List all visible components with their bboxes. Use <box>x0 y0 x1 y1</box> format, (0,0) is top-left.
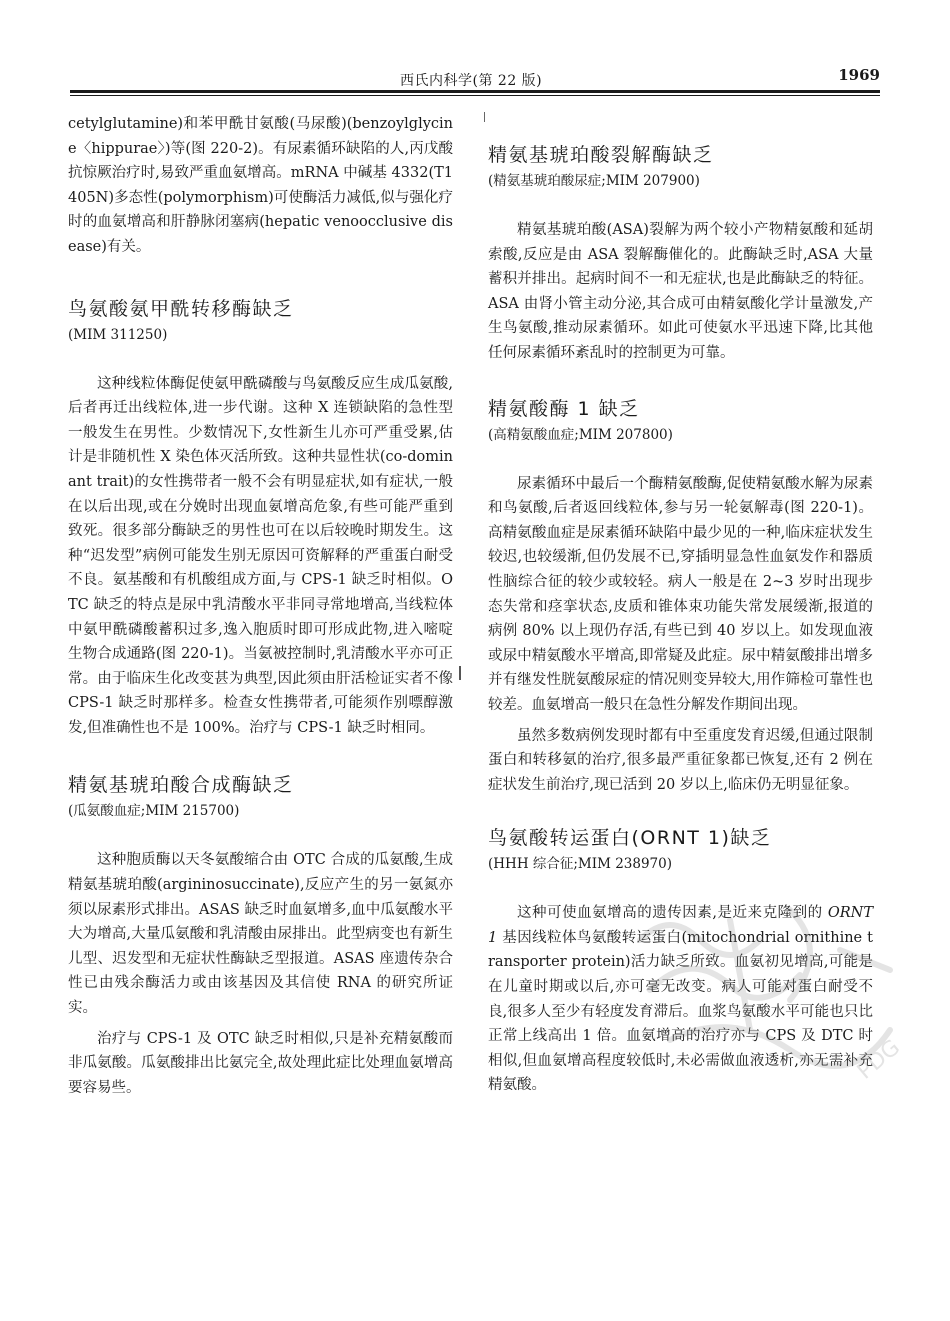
paragraph-otc: 这种线粒体酶促使氨甲酰磷酸与鸟氨酸反应生成瓜氨酸,后者再迁出线粒体,进一步代谢。这种 X 连锁缺陷的急性型一般发生在男性。少数情况下,女性新生儿亦可严重受累,估计是非随机性 X 染色体灭活所致。这种共显性状(co-dominant trait)的女性携带者一般不会有明显症状,如有症状,一般在以后出现,或在分娩时出现血氨增高危象,有些可能严重到致死。很多部分酶缺乏的男性也可在以后较晚时期发生。这种“迟发型”病例可能发生别无原因可资解释的严重蛋白耐受不良。氨基酸和有机酸组成方面,与 CPS-1 缺乏时相似。OTC 缺乏的特点是尿中乳清酸水平非同寻常地增高,当线粒体中氨甲酰磷酸蓄积过多,逸入胞质时即可形成此物,进入嘧啶生物合成通路(图 220-1)。当氨被控制时,乳清酸水平亦可正常。由于临床生化改变甚为典型,因此须由肝活检证实者不像 CPS-1 缺乏时那样多。检查女性携带者,可能须作别嘌醇激发,但准确性也不是 100%。治疗与 CPS-1 缺乏时相同。 <box>68 375 453 736</box>
watermark-text: PDG <box>852 1035 906 1085</box>
running-head: 西氏内科学(第 22 版) <box>400 73 543 89</box>
section-title-otc: 鸟氨酸氨甲酰转移酶缺乏 <box>68 297 294 320</box>
section-subtitle-asas: (瓜氨酸血症;MIM 215700) <box>68 803 240 820</box>
section-subtitle-asl: (精氨基琥珀酸尿症;MIM 207900) <box>488 173 700 189</box>
paragraph-asl: 精氨基琥珀酸(ASA)裂解为两个较小产物精氨酸和延胡索酸,反应是由 ASA 裂解酶催化的。此酶缺乏时,ASA 大量蓄积并排出。起病时间不一和无症状,也是此酶缺乏的特征。ASA 由肾小管主动分泌,其合成可由精氨酸化学计量激发,产生鸟氨酸,推动尿素循环。如此可使氨水平迅速下降,比其他任何尿素循环紊乱时的控制更为可靠。 <box>488 222 873 361</box>
continued-paragraph: cetylglutamine)和苯甲酰甘氨酸(马尿酸)(benzoylglycine〈hippurae〉)等(图 220-2)。有尿素循环缺陷的人,丙戊酸抗惊厥治疗时,易致严重血氨增高。mRNA 中碱基 4332(T1405N)多态性(polymorphism)可使酶活力减低,似与强化疗时的血氨增高和肝静脉闭塞病(hepatic venoocclusive disease)有关。 <box>68 116 453 255</box>
page-number: 1969 <box>838 66 880 84</box>
section-subtitle-ornt1: (HHH 综合征;MIM 238970) <box>488 856 672 873</box>
header-rule-thin <box>70 95 880 96</box>
paragraph-ornt1-text-a: 这种可使血氨增高的遗传因素,是近来克隆到的 <box>517 905 828 922</box>
left-column <box>68 112 453 1100</box>
paragraph-arg1-2: 虽然多数病例发现时都有中至重度发育迟缓,但通过限制蛋白和转移氨的治疗,很多最严重征象都已恢复,还有 2 例在症状发生前治疗,现已活到 20 岁以上,临床仍无明显征象。 <box>488 727 873 793</box>
section-title-ornt1: 鸟氨酸转运蛋白(ORNT 1)缺乏 <box>488 827 772 850</box>
section-title-arg1: 精氨酸酶 1 缺乏 <box>488 397 640 420</box>
paragraph-asas-1: 这种胞质酶以天冬氨酸缩合由 OTC 合成的瓜氨酸,生成精氨基琥珀酸(argininosuccinate),反应产生的另一氨氮亦须以尿素形式排出。ASAS 缺乏时血氨增多,血中瓜氨酸水平大为增高,大量瓜氨酸和乳清酸由尿排出。此型病变也有新生儿型、迟发型和无症状性酶缺乏型报道。ASAS 座遗传杂合性已由残余酶活力或由该基因及其信使 RNA 的研究所证实。 <box>68 852 453 1017</box>
section-title-asl: 精氨基琥珀酸裂解酶缺乏 <box>488 144 714 166</box>
paragraph-ornt1-text-b: 基因线粒体鸟氨酸转运蛋白(mitochondrial ornithine transporter protein)活力缺乏所致。血氨初见增高,可能是在儿童时期或以后,亦可毫无改变。病人可能对蛋白耐受不良,很多人至少有轻度发育滞后。血浆鸟氨酸水平可能也只比正常上线高出 1 倍。血氨增高的治疗亦与 CPS 及 DTC 时相似,但血氨增高程度较低时,未必需做血液透析,亦无需补充精氨酸。 <box>488 929 873 1094</box>
paragraph-arg1-1: 尿素循环中最后一个酶精氨酸酶,促使精氨酸水解为尿素和鸟氨酸,后者返回线粒体,参与另一轮氨解毒(图 220-1)。高精氨酸血症是尿素循环缺陷中最少见的一种,临床症状发生较迟,也较缓渐,但仍发展不已,穿插明显急性血氨发作和器质性脑综合征的较少或较轻。病人一般是在 2~3 岁时出现步态失常和痉挛状态,皮质和锥体束功能失常发展缓渐,报道的病例 80% 以上现仍存活,有些已到 40 岁以上。如发现血液或尿中精氨酸水平增高,即常疑及此症。尿中精氨酸排出增多并有继发性胱氨酸尿症的情况则变异较大,用作筛检可靠性也较差。血氨增高一般只在急性分解发作期间出现。 <box>488 475 873 713</box>
header-rule-thick <box>70 90 880 93</box>
section-title-asas: 精氨基琥珀酸合成酶缺乏 <box>68 774 294 797</box>
section-subtitle-otc: (MIM 311250) <box>68 326 168 343</box>
paragraph-asas-2: 治疗与 CPS-1 及 OTC 缺乏时相似,只是补充精氨酸而非瓜氨酸。瓜氨酸排出比氨完全,故处理此症比处理血氨增高要容易些。 <box>68 1030 453 1096</box>
gene-name-ornt1: ORNT 1 <box>488 905 873 946</box>
scan-mark <box>484 112 485 122</box>
scan-speck <box>459 666 461 680</box>
section-subtitle-arg1: (高精氨酸血症;MIM 207800) <box>488 426 673 443</box>
page-header <box>70 66 880 92</box>
watermark-stamp <box>610 880 930 1110</box>
